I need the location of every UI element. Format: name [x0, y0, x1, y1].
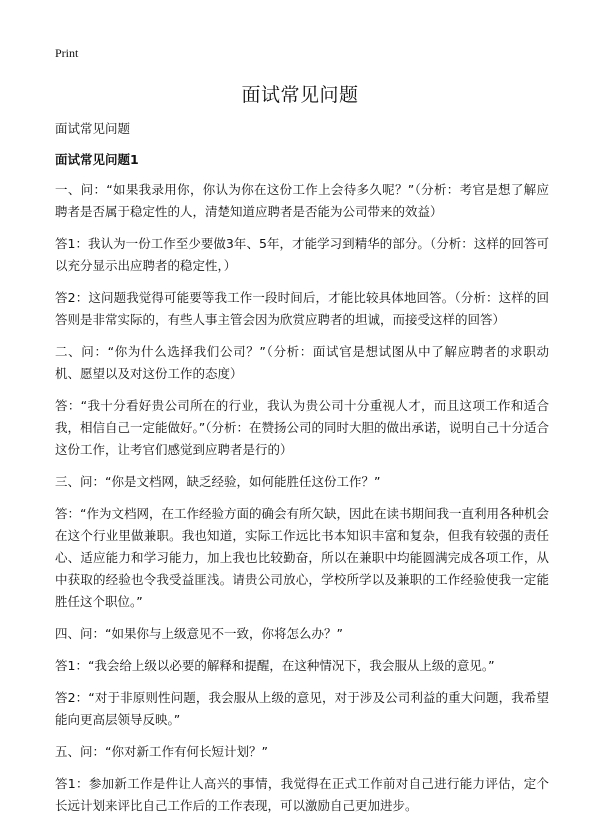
paragraph-answer-5-1: 答1：参加新工作是件让人高兴的事情，我觉得在正式工作前对自己进行能力评估，定个长远计划来评比自己工作后的工作表现，可以激励自己更加进步。	[55, 776, 549, 813]
paragraph-question-1: 一、问：“如果我录用你，你认为你在这份工作上会待多久呢？”（分析：考官是想了解应聘者是否属于稳定性的人，清楚知道应聘者是否能为公司带来的效益）	[55, 182, 549, 219]
paragraph-answer-4-2: 答2：“对于非原则性问题，我会服从上级的意见，对于涉及公司利益的重大问题，我希望能向更高层领导反映。”	[55, 690, 549, 727]
paragraph-answer-1-1: 答1：我认为一份工作至少要做3年、5年，才能学习到精华的部分。（分析：这样的回答可以充分显示出应聘者的稳定性，）	[55, 236, 549, 273]
paragraph-question-4: 四、问：“如果你与上级意见不一致，你将怎么办？”	[55, 626, 343, 641]
section-heading: 面试常见问题1	[55, 152, 139, 167]
document-subtitle: 面试常见问题	[55, 121, 131, 136]
paragraph-answer-4-1: 答1：“我会给上级以必要的解释和提醒，在这种情况下，我会服从上级的意见。”	[55, 658, 495, 673]
paragraph-answer-1-2: 答2：这问题我觉得可能要等我工作一段时间后，才能比较具体地回答。（分析：这样的回答则是非常实际的，有些人事主管会因为欣赏应聘者的坦诚，而接受这样的回答）	[55, 290, 549, 327]
page-title: 面试常见问题	[241, 84, 359, 106]
document-body	[55, 179, 549, 827]
paragraph-question-3: 三、问：“你是文档网，缺乏经验，如何能胜任这份工作？”	[55, 474, 381, 489]
print-link[interactable]: Print	[55, 46, 79, 60]
paragraph-question-2: 二、问：“你为什么选择我们公司？”（分析：面试官是想试图从中了解应聘者的求职动机、愿望以及对这份工作的态度）	[55, 344, 549, 381]
paragraph-question-5: 五、问：“你对新工作有何长短计划？”	[55, 744, 268, 759]
paragraph-answer-2: 答：“我十分看好贵公司所在的行业，我认为贵公司十分重视人才，而且这项工作和适合我，相信自己一定能做好。”（分析：在赞扬公司的同时大胆的做出承诺，说明自己十分适合这份工作，让考官们感觉到应聘者是行的）	[55, 398, 549, 457]
paragraph-answer-3: 答：“作为文档网，在工作经验方面的确会有所欠缺，因此在读书期间我一直利用各种机会在这个行业里做兼职。我也知道，实际工作远比书本知识丰富和复杂，但我有较强的责任心、适应能力和学习能力，加上我也比较勤奋，所以在兼职中均能圆满完成各项工作，从中获取的经验也令我受益匪浅。请贵公司放心，学校所学以及兼职的工作经验使我一定能胜任这个职位。”	[55, 506, 549, 609]
